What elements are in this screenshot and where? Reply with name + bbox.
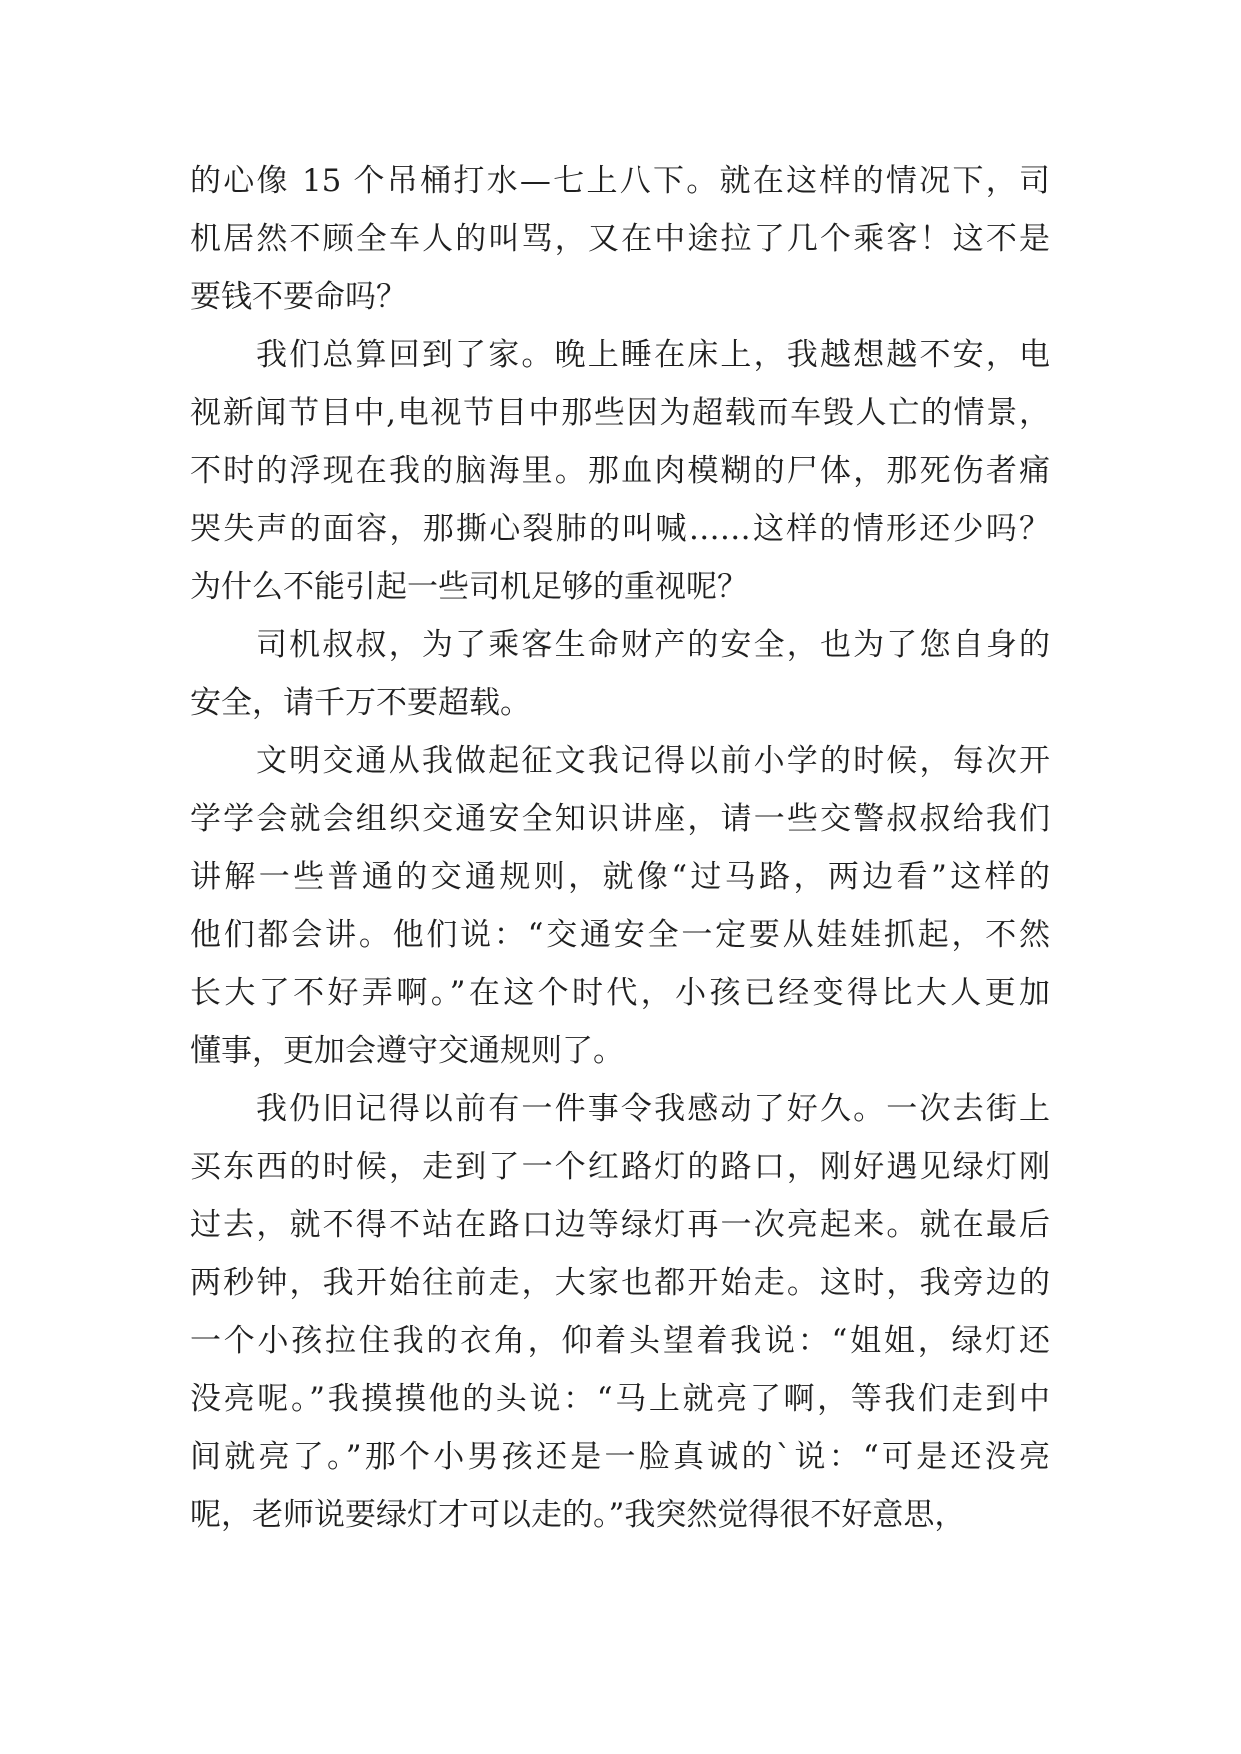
text-line: 为什么不能引起一些司机足够的重视呢？	[190, 569, 748, 605]
paragraph-5	[190, 1080, 1050, 1544]
text-line: 两秒钟，我开始往前走，大家也都开始走。这时，我旁边的	[190, 1265, 1050, 1301]
text-line: 买东西的时候，走到了一个红路灯的路口，刚好遇见绿灯刚	[190, 1149, 1050, 1185]
text-line: 不时的浮现在我的脑海里。那血肉模糊的尸体，那死伤者痛	[190, 453, 1050, 489]
text-line: 哭失声的面容，那撕心裂肺的叫喊……这样的情形还少吗？	[190, 511, 1050, 547]
paragraph-1	[190, 152, 1050, 326]
text-line: 间就亮了。”那个小男孩还是一脸真诚的`说：“可是还没亮	[190, 1439, 1050, 1475]
text-line: 文明交通从我做起征文我记得以前小学的时候，每次开	[256, 743, 1050, 779]
text-line: 懂事，更加会遵守交通规则了。	[190, 1033, 624, 1069]
paragraph-3	[190, 616, 1050, 732]
text-line: 我仍旧记得以前有一件事令我感动了好久。一次去街上	[256, 1091, 1050, 1127]
text-line: 机居然不顾全车人的叫骂，又在中途拉了几个乘客！这不是	[190, 221, 1050, 257]
text-line: 过去，就不得不站在路口边等绿灯再一次亮起来。就在最后	[190, 1207, 1050, 1243]
text-line: 讲解一些普通的交通规则，就像“过马路，两边看”这样的	[190, 859, 1050, 895]
text-line: 视新闻节目中,电视节目中那些因为超载而车毁人亡的情景，	[190, 395, 1050, 431]
text-line: 安全，请千万不要超载。	[190, 685, 531, 721]
paragraph-4	[190, 732, 1050, 1080]
text-line: 呢，老师说要绿灯才可以走的。”我突然觉得很不好意思，	[190, 1497, 966, 1533]
text-line: 他们都会讲。他们说：“交通安全一定要从娃娃抓起，不然	[190, 917, 1050, 953]
text-line: 的心像 15 个吊桶打水—七上八下。就在这样的情况下，司	[190, 163, 1050, 199]
text-line: 我们总算回到了家。晚上睡在床上，我越想越不安，电	[256, 337, 1050, 373]
text-line: 要钱不要命吗？	[190, 279, 407, 315]
text-line: 长大了不好弄啊。”在这个时代，小孩已经变得比大人更加	[190, 975, 1050, 1011]
text-line: 一个小孩拉住我的衣角，仰着头望着我说：“姐姐，绿灯还	[190, 1323, 1050, 1359]
document-body	[190, 152, 1050, 1544]
text-line: 没亮呢。”我摸摸他的头说：“马上就亮了啊，等我们走到中	[190, 1381, 1050, 1417]
text-line: 学学会就会组织交通安全知识讲座，请一些交警叔叔给我们	[190, 801, 1050, 837]
text-line: 司机叔叔，为了乘客生命财产的安全，也为了您自身的	[256, 627, 1050, 663]
paragraph-2	[190, 326, 1050, 616]
